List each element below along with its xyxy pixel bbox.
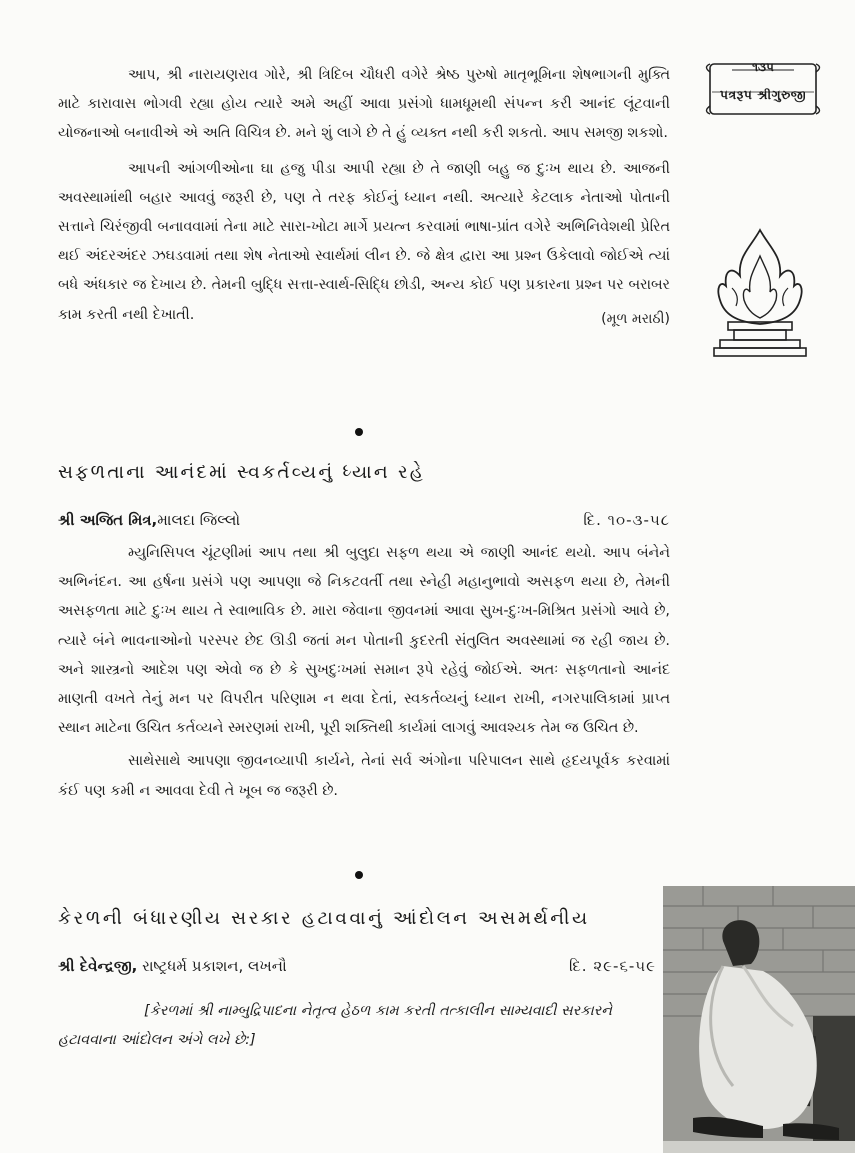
letter3-place: રાષ્ટ્રધર્મ પ્રકાશન, લખનૌ — [142, 957, 287, 975]
letter1-body — [58, 61, 670, 330]
photo-image — [663, 886, 855, 1153]
section-divider-bullet — [355, 871, 363, 879]
letter2-recipient: શ્રી અજિત મિત્ર, — [58, 511, 158, 529]
letter3-date: દિ. ૨૯-૬-૫૯ — [569, 957, 656, 975]
letter3-recipient: શ્રી દેવેન્દ્રજી, — [58, 957, 138, 975]
source-note: (મૂળ મરાઠી) — [601, 310, 670, 327]
letter2-paragraph-1: મ્યુનિસિપલ ચૂંટણીમાં આપ તથા શ્રી બુલુદા સફળ થયા એ જાણી આનંદ થયો. આપ બંનેને અભિનંદન. આ હર્ષના પ્રસંગે પણ આપણા જે નિકટવર્તી તથા સ્નેહી મહાનુભાવો અસફળ થયા છે, તેમની અસફળતા માટે દુઃખ થાય તે સ્વાભાવિક છે. મારા જેવાના જીવનમાં આવા સુખ-દુઃખ-મિશ્રિત પ્રસંગો આવે છે, ત્યારે બંને ભાવનાઓનો પરસ્પર છેદ ઊડી જતાં મન પોતાની કુદરતી સંતુલિત અવસ્થામાં જ રહી જાય છે. અને શાસ્ત્રનો આદેશ પણ એવો જ છે કે સુખદુઃખમાં સમાન રૂપે રહેવું જોઈએ. અતઃ સફળતાનો આનંદ માણતી વખતે તેનું મન પર વિપરીત પરિણામ ન થવા દેતાં, સ્વકર્તવ્યનું ધ્યાન રાખી, નગરપાલિકામાં પ્રાપ્ત સ્થાન માટેના ઉચિત કર્તવ્યને સ્મરણમાં રાખી, પૂરી શક્તિથી કાર્યમાં લાગવું આવશ્યક તેમ જ ઉચિત છે. — [58, 545, 670, 737]
letter2-paragraph-2: સાથેસાથે આપણા જીવનવ્યાપી કાર્યને, તેનાં સર્વ અંગોના પરિપાલન સાથે હૃદયપૂર્વક કરવામાં કંઈ પણ કમી ન આવવા દેવી તે ખૂબ જ જરૂરી છે. — [58, 753, 670, 799]
letter1-paragraph-1: આપ, શ્રી નારાયણરાવ ગોરે, શ્રી ત્રિદિબ ચૌધરી વગેરે શ્રેષ્ઠ પુરુષો માતૃભૂમિના શેષભાગની મુક્તિ માટે કારાવાસ ભોગવી રહ્યા હોય ત્યારે અમે અહીં આવા પ્રસંગો ધામધૂમથી સંપન્ન કરી આનંદ લૂંટવાની યોજનાઓ બનાવીએ એ અતિ વિચિત્ર છે. મને શું લાગે છે તે હું વ્યક્ત નથી કરી શકતો. આપ સમજી શકશો. — [58, 67, 670, 142]
letter2-meta — [58, 511, 670, 529]
letter2-body — [58, 539, 670, 806]
page-number: ૧૩૫ — [752, 60, 774, 74]
letter3-editor-note: [કેરળમાં શ્રી નામ્બુદ્રિપાદના નેતૃત્વ હેઠળ કામ કરતી તત્કાલીન સામ્યવાદી સરકારને હટાવવાના આંદોલન અંગે લખે છે:] — [58, 1003, 612, 1048]
page-header-scroll — [702, 60, 824, 120]
photo-guruji-seated — [663, 886, 855, 1153]
section-divider-bullet — [355, 428, 363, 436]
letter2-place: માલદા જિલ્લો — [157, 511, 241, 529]
letter3-meta — [58, 957, 656, 975]
letter2-date: દિ. ૧૦-૩-૫૮ — [583, 511, 670, 529]
flame-on-pedestal-icon — [710, 226, 810, 360]
letter3-body — [58, 997, 658, 1055]
book-title: પત્રરૂપ શ્રીગુરુજી — [719, 87, 807, 102]
letter2-title: સફળતાના આનંદમાં સ્વકર્તવ્યનું ધ્યાન રહે — [58, 462, 426, 483]
letter1-paragraph-2: આપની આંગળીઓના ઘા હજુ પીડા આપી રહ્યા છે તે જાણી બહુ જ દુઃખ થાય છે. આજની અવસ્થામાંથી બહાર આવવું જરૂરી છે, પણ તે તરફ કોઈનું ધ્યાન નથી. અત્યારે કેટલાક નેતાઓ પોતાની સત્તાને ચિરંજીવી બનાવવામાં તેના માટે સારા-ખોટા માર્ગે પ્રયત્ન કરવામાં ભાષા-પ્રાંત વગેરે અભિનિવેશથી પ્રેરિત થઈ અંદરઅંદર ઝઘડવામાં તથા શેષ નેતાઓ સ્વાર્થમાં લીન છે. જે ક્ષેત્ર દ્વારા આ પ્રશ્ન ઉકેલાવો જોઈએ ત્યાં બધે અંધકાર જ દેખાય છે. તેમની બુદ્ધિ સત્તા-સ્વાર્થ-સિદ્ધિ છોડી, અન્ય કોઈ પણ પ્રકારના પ્રશ્ન પર બરાબર કામ કરતી નથી દેખાતી. — [58, 160, 670, 323]
letter3-title: કેરળની બંધારણીય સરકાર હટાવવાનું આંદોલન અસમર્થનીય — [58, 908, 590, 929]
